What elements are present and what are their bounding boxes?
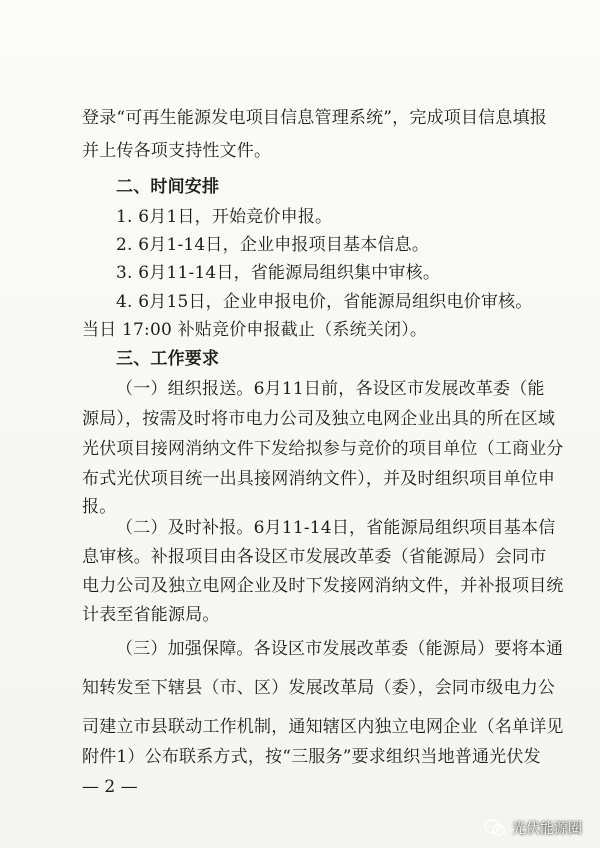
paragraph-2-line-3: 电力公司及独立电网企业及时下发接网消纳文件，并补报项目统 [82,576,564,596]
paragraph-3-line-1: （三）加强保障。各设区市发展改革委（能源局）要将本通 [116,639,564,659]
paragraph-1-line-1: （一）组织报送。6月11日前，各设区市发展改革委（能 [116,379,545,399]
paragraph-1-line-4: 布式光伏项目统一出具接网消纳文件），并及时组织项目单位申 [82,469,556,489]
schedule-item-2: 2. 6月1-14日，企业申报项目基本信息。 [116,235,430,255]
text-line-2: 并上传各项支持性文件。 [82,141,272,161]
section-heading-requirements: 三、工作要求 [116,349,220,369]
schedule-item-4: 4. 6月15日，企业申报电价，省能源局组织电价审核。 [116,292,533,312]
paragraph-1-line-5: 报。 [82,497,117,517]
paragraph-2-line-2: 息审核。补报项目由各设区市发展改革委（省能源局）会同市 [82,547,547,567]
page-number: — 2 — [82,777,138,797]
section-heading-schedule: 二、时间安排 [116,177,220,197]
schedule-item-1: 1. 6月1日，开始竞价申报。 [116,207,333,227]
watermark-text: 光伏能源圈 [512,821,582,837]
paragraph-3-line-2: 知转发至下辖县（市、区）发展改革局（委），会同市级电力公 [82,678,556,698]
paragraph-1-line-2: 源局），按需及时将市电力公司及独立电网企业出具的所在区域 [82,409,556,429]
paragraph-1-line-3: 光伏项目接网消纳文件下发给拟参与竞价的项目单位（工商业分 [82,439,564,459]
text-line-1: 登录“可再生能源发电项目信息管理系统”，完成项目信息填报 [82,108,547,128]
paragraph-2-line-4: 计表至省能源局。 [82,605,220,625]
paragraph-2-line-1: （二）及时补报。6月11-14日，省能源局组织项目基本信 [116,518,556,538]
schedule-item-4-cont: 当日 17:00 补贴竞价申报截止（系统关闭）。 [82,320,428,340]
wechat-icon [484,819,506,837]
paragraph-3-line-3: 司建立市县联动工作机制，通知辖区内独立电网企业（名单详见 [82,717,564,737]
watermark [484,818,582,838]
paragraph-3-line-4: 附件1）公布联系方式，按“三服务”要求组织当地普通光伏发 [82,747,541,767]
schedule-item-3: 3. 6月11-14日，省能源局组织集中审核。 [116,263,441,283]
